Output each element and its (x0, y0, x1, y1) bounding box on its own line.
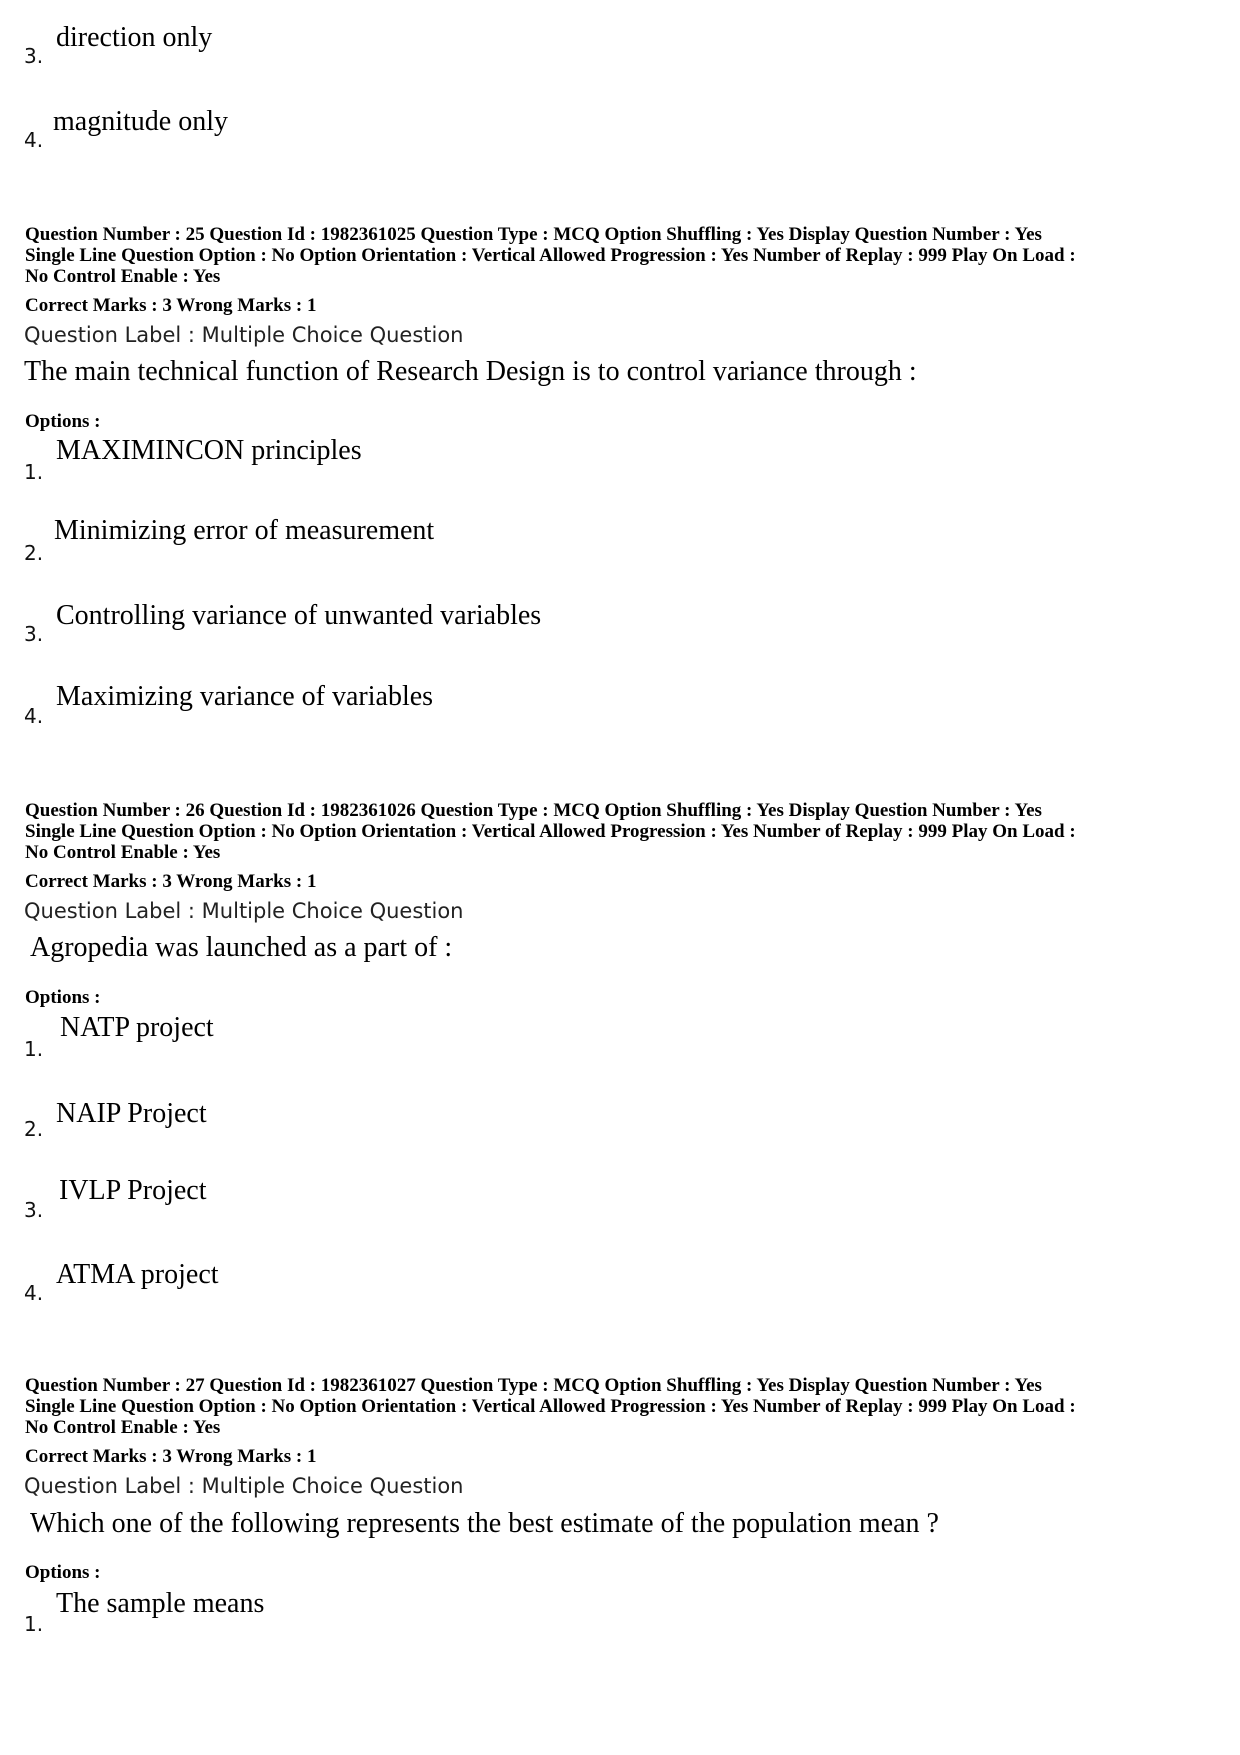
option-text: NAIP Project (56, 1098, 207, 1129)
options-heading: Options : (25, 411, 101, 432)
question-meta-line: Question Number : 27 Question Id : 1982361027 Question Type : MCQ Option Shuffling : Yes Display Question Number : Yes (25, 1375, 1042, 1396)
marks-line: Correct Marks : 3 Wrong Marks : 1 (25, 871, 317, 892)
marks-line: Correct Marks : 3 Wrong Marks : 1 (25, 295, 317, 316)
question-text: Which one of the following represents the best estimate of the population mean ? (30, 1508, 939, 1539)
option-text: Minimizing error of measurement (54, 515, 435, 546)
question-meta-line: No Control Enable : Yes (25, 1417, 221, 1438)
question-meta-line: No Control Enable : Yes (25, 266, 221, 287)
option-text: magnitude only (53, 106, 228, 137)
options-heading: Options : (25, 987, 101, 1008)
question-label: Question Label : Multiple Choice Question (24, 1474, 464, 1498)
question-label: Question Label : Multiple Choice Question (24, 323, 464, 347)
question-label: Question Label : Multiple Choice Question (24, 899, 464, 923)
option-text: NATP project (60, 1012, 214, 1043)
option-text: The sample means (56, 1588, 265, 1619)
question-meta-line: Single Line Question Option : No Option Orientation : Vertical Allowed Progression : Yes Number of Replay : 999 Play On Load : (25, 1396, 1076, 1417)
option-number: 1. (24, 1037, 44, 1061)
question-meta-line: Question Number : 26 Question Id : 1982361026 Question Type : MCQ Option Shuffling : Yes Display Question Number : Yes (25, 800, 1042, 821)
option-number: 1. (24, 460, 44, 484)
question-text: The main technical function of Research Design is to control variance through : (24, 356, 917, 387)
question-meta-line: Single Line Question Option : No Option Orientation : Vertical Allowed Progression : Yes Number of Replay : 999 Play On Load : (25, 245, 1076, 266)
option-number: 3. (24, 1198, 44, 1222)
option-number: 4. (24, 128, 44, 152)
option-number: 2. (24, 541, 44, 565)
options-heading: Options : (25, 1562, 101, 1583)
option-number: 4. (24, 704, 44, 728)
option-number: 4. (24, 1281, 44, 1305)
question-text: Agropedia was launched as a part of : (30, 932, 453, 963)
option-text: Maximizing variance of variables (56, 681, 434, 712)
option-number: 2. (24, 1117, 44, 1141)
option-text: ATMA project (56, 1259, 219, 1290)
option-text: Controlling variance of unwanted variables (56, 600, 542, 631)
option-text: MAXIMINCON principles (56, 435, 362, 466)
question-meta-line: No Control Enable : Yes (25, 842, 221, 863)
option-number: 3. (24, 44, 44, 68)
option-number: 1. (24, 1612, 44, 1636)
option-text: IVLP Project (59, 1175, 207, 1206)
question-meta-line: Question Number : 25 Question Id : 1982361025 Question Type : MCQ Option Shuffling : Yes Display Question Number : Yes (25, 224, 1042, 245)
option-number: 3. (24, 622, 44, 646)
option-text: direction only (56, 22, 213, 53)
marks-line: Correct Marks : 3 Wrong Marks : 1 (25, 1446, 317, 1467)
question-meta-line: Single Line Question Option : No Option Orientation : Vertical Allowed Progression : Yes Number of Replay : 999 Play On Load : (25, 821, 1076, 842)
